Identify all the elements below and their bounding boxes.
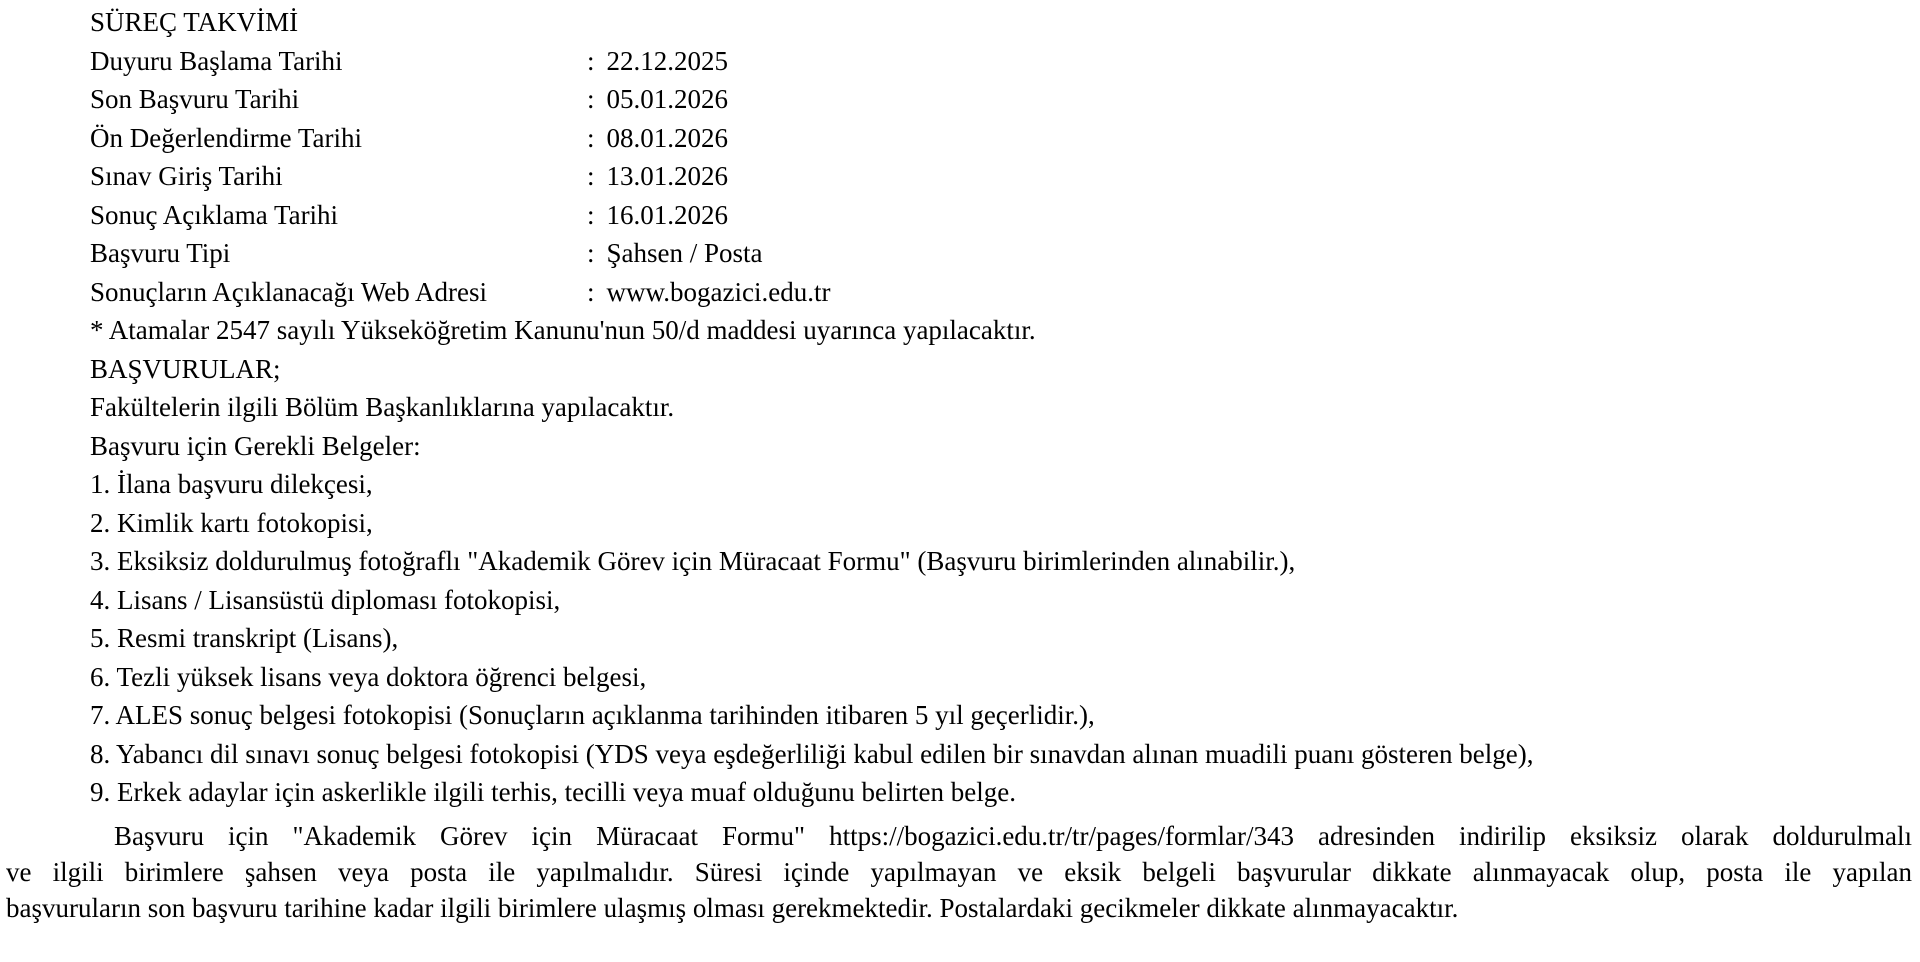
schedule-label: Başvuru Tipi	[90, 238, 231, 268]
colon-separator: :	[587, 161, 595, 191]
schedule-row	[90, 80, 1912, 119]
schedule-value: 22.12.2025	[606, 45, 729, 76]
schedule-label: Sınav Giriş Tarihi	[90, 161, 283, 191]
closing-paragraph-line: başvuruların son başvuru tarihine kadar ilgili birimlere ulaşmış olması gerekmektedir. Postalardaki gecikmeler dikkate alınmayacaktır.	[6, 892, 1459, 923]
applications-heading: BAŞVURULAR;	[90, 353, 281, 384]
applications-target: Fakültelerin ilgili Bölüm Başkanlıklarına yapılacaktır.	[90, 392, 675, 422]
colon-separator: :	[587, 276, 595, 307]
required-doc-item: 6. Tezli yüksek lisans veya doktora öğrenci belgesi,	[90, 661, 647, 692]
closing-paragraph-line: Başvuru için "Akademik Görev için Müracaat Formu" https://bogazici.edu.tr/tr/pages/formlar/343 adresinden indirilip eksiksiz olarak doldurulmalı	[114, 820, 1912, 851]
required-doc-item: 2. Kimlik kartı fotokopisi,	[90, 507, 373, 538]
required-doc-item: 1. İlana başvuru dilekçesi,	[90, 469, 373, 499]
colon-separator: :	[587, 45, 595, 76]
schedule-value: Şahsen / Posta	[606, 238, 763, 268]
required-doc-item: 8. Yabancı dil sınavı sonuç belgesi fotokopisi (YDS veya eşdeğerliliği kabul edilen bir sınavdan alınan muadili puanı gösteren belge),	[90, 738, 1534, 769]
results-website-value: www.bogazici.edu.tr	[606, 276, 831, 307]
process-calendar-title: SÜREÇ TAKVİMİ	[90, 7, 299, 37]
schedule-value: 16.01.2026	[606, 199, 729, 230]
closing-paragraph-line: ve ilgili birimlere şahsen veya posta ile yapılmalıdır. Süresi içinde yapılmayan ve eksik belgeli başvurular dikkate alınmayacak olup, posta ile yapılan	[6, 856, 1912, 887]
colon-separator: :	[587, 122, 595, 153]
schedule-row	[90, 234, 1912, 273]
process-calendar-section	[6, 3, 1912, 812]
required-doc-item: 5. Resmi transkript (Lisans),	[90, 623, 399, 653]
schedule-value: 13.01.2026	[606, 161, 729, 191]
schedule-label: Duyuru Başlama Tarihi	[90, 45, 343, 76]
schedule-row	[90, 119, 1912, 158]
schedule-row	[90, 196, 1912, 235]
required-documents-heading: Başvuru için Gerekli Belgeler:	[90, 430, 421, 461]
closing-paragraph	[6, 818, 1912, 926]
colon-separator: :	[587, 199, 595, 230]
appointment-note: * Atamalar 2547 sayılı Yükseköğretim Kanunu'nun 50/d maddesi uyarınca yapılacaktır.	[90, 315, 1036, 345]
schedule-value: 08.01.2026	[606, 122, 729, 153]
schedule-value: 05.01.2026	[606, 84, 729, 114]
schedule-row	[90, 273, 1912, 312]
schedule-row	[90, 42, 1912, 81]
schedule-label: Son Başvuru Tarihi	[90, 84, 300, 114]
schedule-label: Ön Değerlendirme Tarihi	[90, 122, 363, 153]
required-doc-item: 4. Lisans / Lisansüstü diploması fotokopisi,	[90, 584, 561, 615]
required-doc-item: 7. ALES sonuç belgesi fotokopisi (Sonuçların açıklanma tarihinden itibaren 5 yıl geçerlidir.),	[90, 700, 1095, 730]
schedule-label: Sonuçların Açıklanacağı Web Adresi	[90, 276, 487, 307]
required-doc-item: 3. Eksiksiz doldurulmuş fotoğraflı "Akademik Görev için Müracaat Formu" (Başvuru birimlerinden alınabilir.),	[90, 546, 1296, 576]
colon-separator: :	[587, 84, 595, 114]
colon-separator: :	[587, 238, 595, 268]
schedule-row	[90, 157, 1912, 196]
schedule-label: Sonuç Açıklama Tarihi	[90, 199, 339, 230]
required-doc-item: 9. Erkek adaylar için askerlikle ilgili terhis, tecilli veya muaf olduğunu belirten belge.	[90, 777, 1016, 807]
